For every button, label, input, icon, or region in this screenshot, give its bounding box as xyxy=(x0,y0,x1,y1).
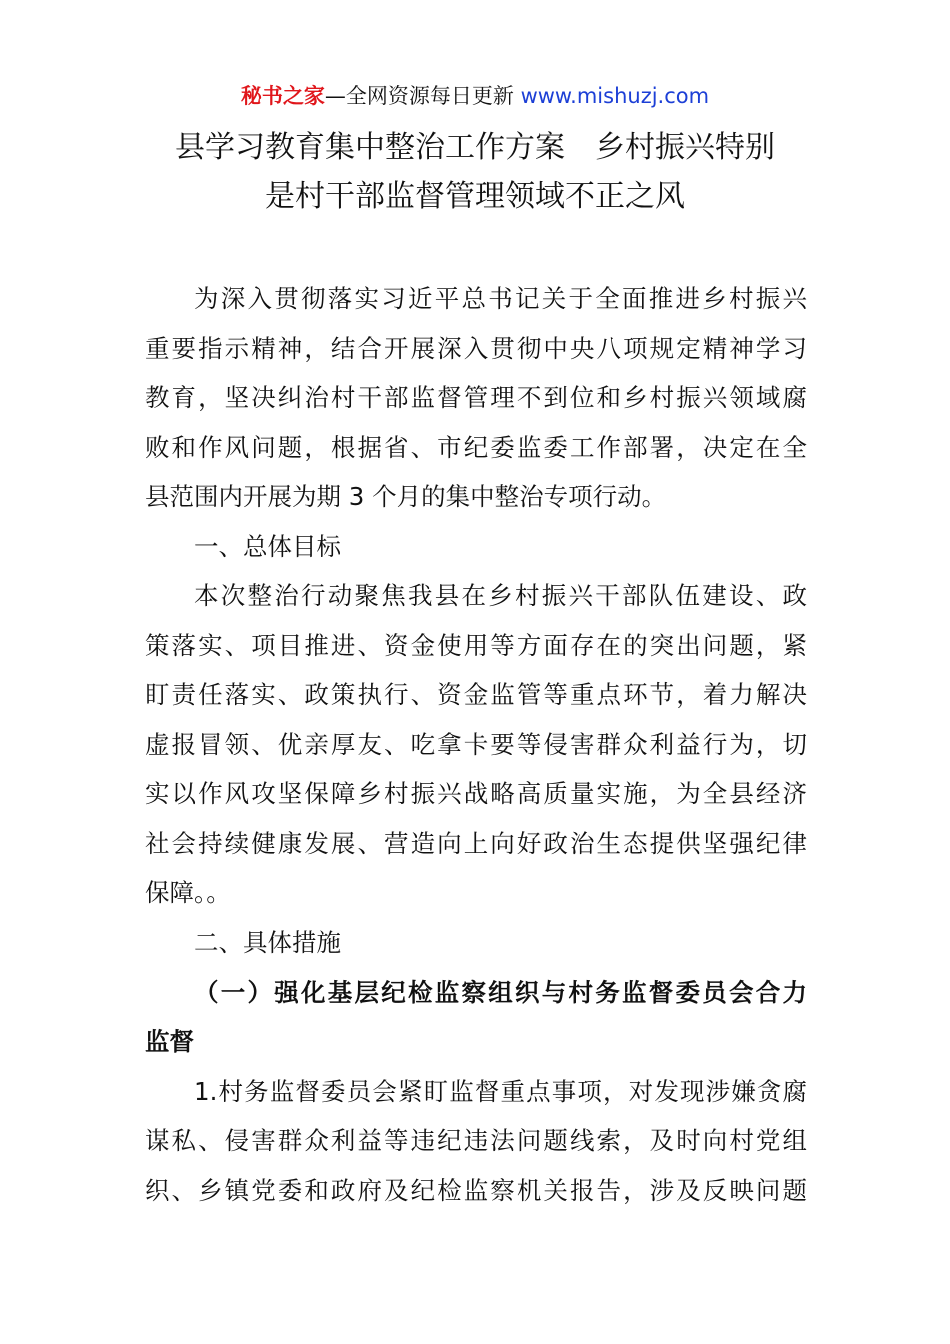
paragraph-line: 盯责任落实、政策执行、资金监管等重点环节，着力解决 xyxy=(145,680,807,709)
document-title-line-1: 县学习教育集中整治工作方案 乡村振兴特别 xyxy=(175,130,775,165)
paragraph-line: 败和作风问题，根据省、市纪委监委工作部署，决定在全 xyxy=(145,433,807,462)
paragraph-line: 虚报冒领、优亲厚友、吃拿卡要等侵害群众利益行为，切 xyxy=(145,730,807,759)
paragraph-line: 重要指示精神，结合开展深入贯彻中央八项规定精神学习 xyxy=(145,334,807,363)
paragraph-line: 策落实、项目推进、资金使用等方面存在的突出问题，紧 xyxy=(145,631,807,660)
paragraph-line: 教育，坚决纠治村干部监督管理不到位和乡村振兴领域腐 xyxy=(145,383,807,412)
section-heading: 二、具体措施 xyxy=(194,928,341,957)
paragraph-line: 实以作风攻坚保障乡村振兴战略高质量实施，为全县经济 xyxy=(145,779,807,808)
paragraph-line: 1.村务监督委员会紧盯监督重点事项，对发现涉嫌贪腐 xyxy=(194,1077,807,1106)
document-title-line-2: 是村干部监督管理领域不正之风 xyxy=(265,179,685,214)
brand-name: 秘书之家 xyxy=(240,84,325,108)
paragraph-line: 社会持续健康发展、营造向上向好政治生态提供坚强纪律 xyxy=(145,829,807,858)
paragraph-line: 为深入贯彻落实习近平总书记关于全面推进乡村振兴 xyxy=(194,284,807,313)
paragraph-line: 保障。。 xyxy=(145,878,231,907)
site-url[interactable]: www.mishuzj.com xyxy=(520,84,710,108)
banner-tagline: —全网资源每日更新 xyxy=(324,84,514,108)
section-heading: 一、总体目标 xyxy=(194,532,341,561)
paragraph-line: 县范围内开展为期 3 个月的集中整治专项行动。 xyxy=(145,482,667,511)
paragraph-line: 本次整治行动聚焦我县在乡村振兴干部队伍建设、政 xyxy=(194,581,807,610)
subsection-heading: 监督 xyxy=(145,1027,194,1056)
subsection-heading: （一）强化基层纪检监察组织与村务监督委员会合力 xyxy=(194,978,807,1007)
site-banner xyxy=(0,82,950,110)
paragraph-line: 谋私、侵害群众利益等违纪违法问题线索，及时向村党组 xyxy=(145,1126,807,1155)
paragraph-line: 织、乡镇党委和政府及纪检监察机关报告，涉及反映问题 xyxy=(145,1176,807,1205)
